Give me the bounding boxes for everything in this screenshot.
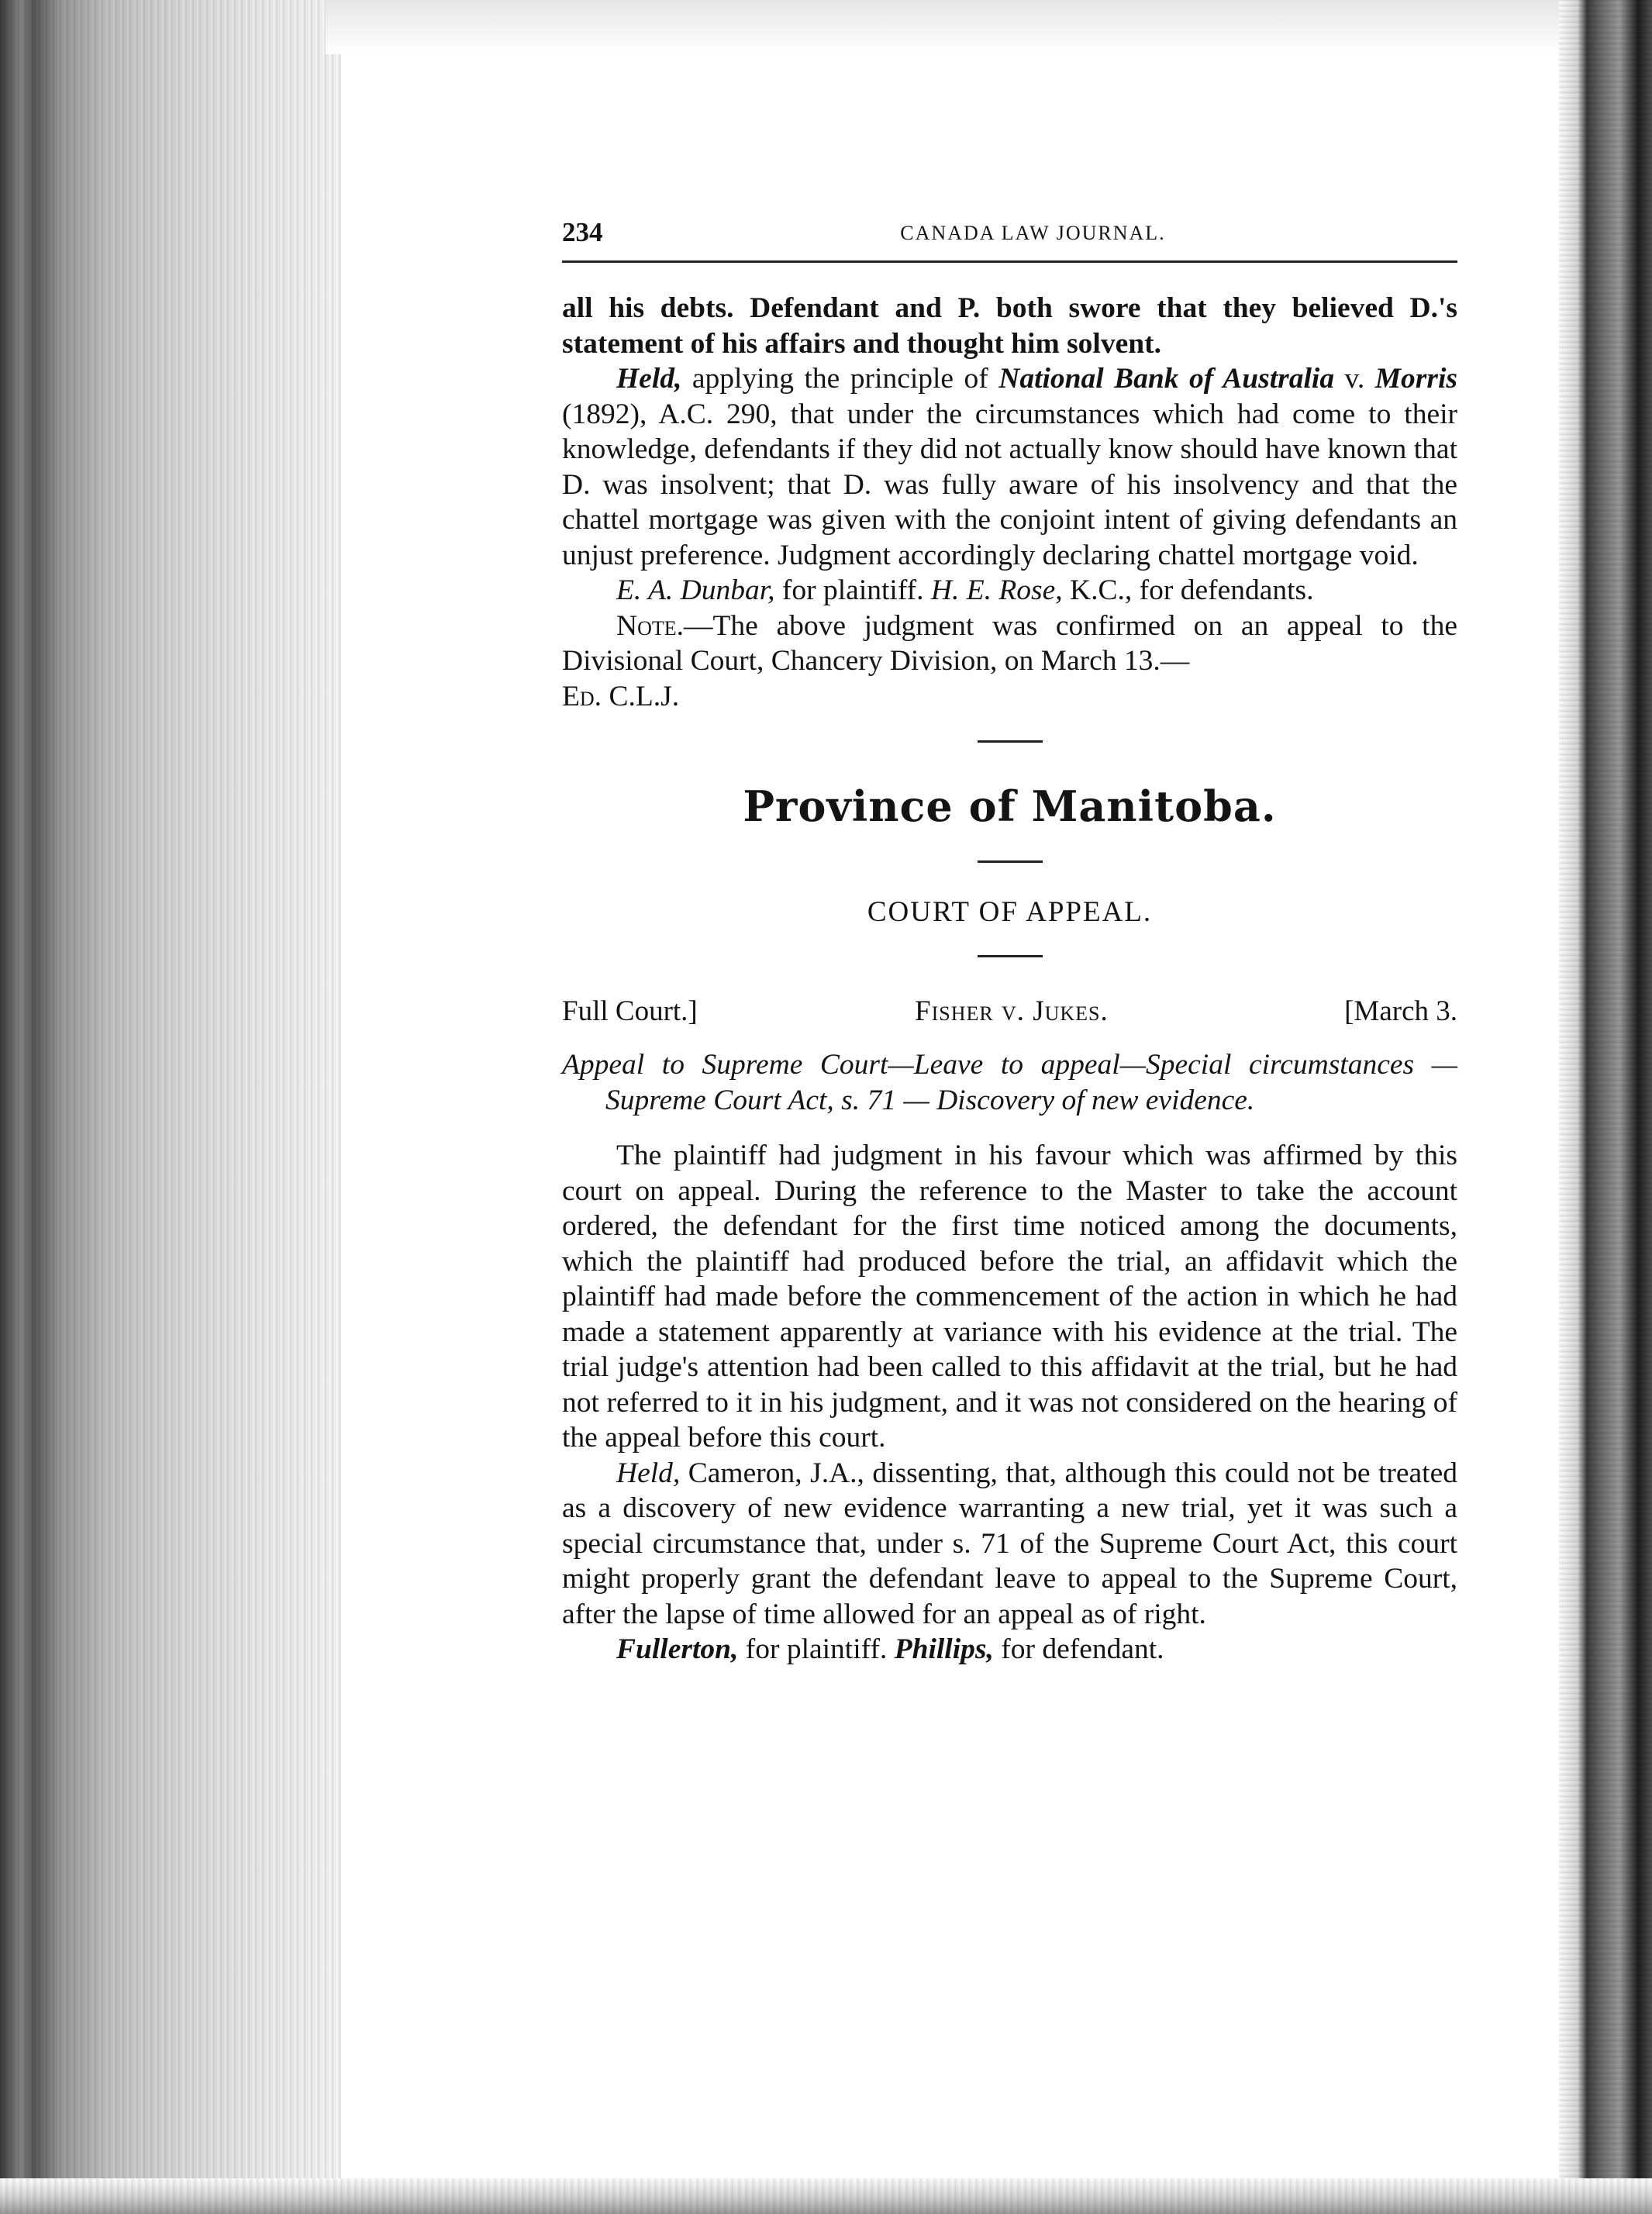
cited-case-party: Morris xyxy=(1374,363,1457,395)
right-page-edge xyxy=(1559,0,1652,2214)
case-title: Fisher v. Jukes. xyxy=(915,995,1109,1027)
counsel-plaintiff: E. A. Dunbar, xyxy=(616,574,775,606)
journal-title: CANADA LAW JOURNAL. xyxy=(900,222,1166,244)
section-divider xyxy=(978,740,1043,743)
heading-divider xyxy=(978,860,1043,863)
running-head xyxy=(562,217,1457,263)
note-label: Note xyxy=(616,609,677,642)
court-label: Full Court.] xyxy=(562,995,698,1027)
case-caption xyxy=(562,995,1457,1030)
previous-case-counsel: E. A. Dunbar, for plaintiff. H. E. Rose, K.C., for defendants. xyxy=(616,574,1314,606)
counsel-plaintiff: Fullerton, xyxy=(616,1633,739,1665)
counsel-defendant: H. E. Rose, xyxy=(930,574,1063,606)
case-facts-paragraph: The plaintiff had judgment in his favour which was affirmed by this court on appeal. During the reference to the Master to take the account ordered, the defendant for the first time noticed among the documents, which the plaintiff had produced before the trial, an affidavit which the plaintiff had made before the commencement of the action in which he had made a statement apparently at variance with his evidence at the trial. The trial judge's attention had been called to this affidavit at the trial, but he had not referred to it in his judgment, and it was not considered on the hearing of the appeal before this court. xyxy=(562,1140,1457,1454)
cited-case-name: National Bank of Australia xyxy=(998,363,1335,395)
journal-page xyxy=(562,217,1457,1667)
court-heading: COURT OF APPEAL. xyxy=(867,896,1153,928)
case-counsel: Fullerton, for plaintiff. Phillips, for defendant. xyxy=(616,1633,1164,1665)
case-headnote: Appeal to Supreme Court—Leave to appeal—Special circumstances — Supreme Court Act, s. 71 — Discovery of new evidence. xyxy=(562,1049,1457,1116)
court-divider xyxy=(978,955,1043,957)
top-page-edge xyxy=(326,0,1566,54)
counsel-defendant: Phillips, xyxy=(894,1633,994,1665)
previous-case-held: Held, applying the principle of National Bank of Australia v. Morris (1892), A.C. 290, that under the circumstances which had come to their knowledge, defendants if they did not actually know should have known that D. was insolvent; that D. was fully aware of his insolvency and that the chattel mortgage was given with the conjoint intent of giving defendants an unjust preference. Judgment accordingly declaring chattel mortgage void. xyxy=(562,363,1457,571)
previous-case-continuation: all his debts. Defendant and P. both swore that they believed D.'s statement of his affairs and thought him solvent. xyxy=(562,292,1457,360)
editor-note: Note.—The above judgment was confirmed on an appeal to the Divisional Court, Chancery Division, on March 13.— Ed. C.L.J. xyxy=(562,609,1457,712)
province-heading: Province of Manitoba. xyxy=(743,781,1277,831)
case-date: [March 3. xyxy=(1344,995,1457,1027)
bottom-page-edge xyxy=(0,2178,1652,2214)
editor-sign: Ed. xyxy=(562,680,602,712)
book-binding-shadow xyxy=(0,0,341,2214)
page-number: 234 xyxy=(562,217,603,247)
held-word: Held, xyxy=(616,363,682,395)
held-word: Held, xyxy=(616,1457,681,1489)
case-held: Held, Cameron, J.A., dissenting, that, although this could not be treated as a discovery of new evidence warranting a new trial, yet it was such a special circumstance that, under s. 71 of the Supreme Court Act, this court might properly grant the defendant leave to appeal to the Supreme Court, after the lapse of time allowed for an appeal as of right. xyxy=(562,1457,1457,1630)
